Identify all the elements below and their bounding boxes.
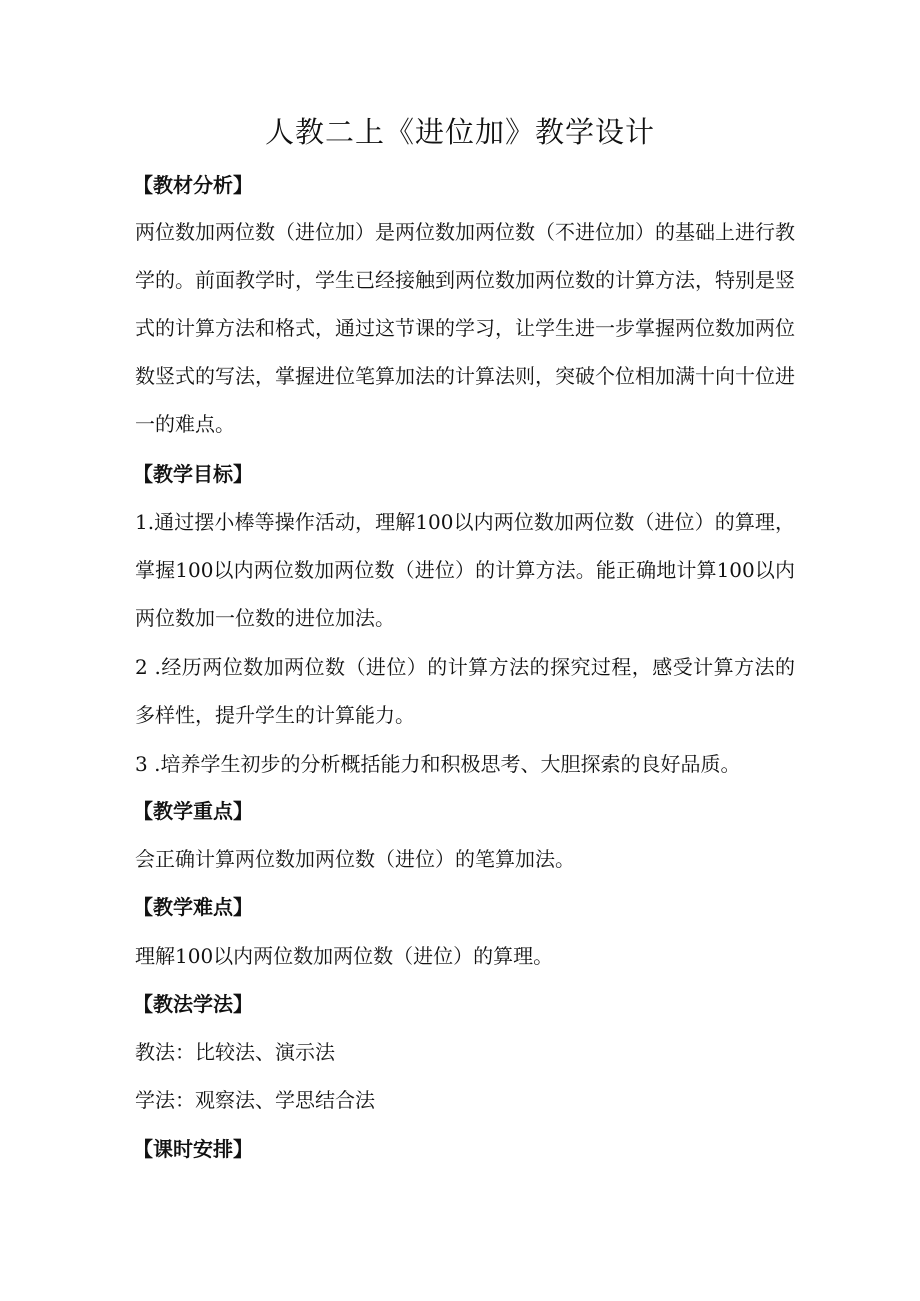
heading-key-points: 【教学重点】	[133, 799, 253, 823]
analysis-paragraph: 两位数加两位数（进位加）是两位数加两位数（不进位加）的基础上进行教学的。前面教学时，学生已经接触到两位数加两位数的计算方法，特别是竖式的计算方法和格式，通过这节课的学习，让学生进一步掌握两位数加两位数竖式的写法，掌握进位笔算加法的计算法则，突破个位相加满十向十位进一的难点。	[135, 220, 795, 436]
difficulties-text: 理解100以内两位数加两位数（进位）的算理。	[135, 944, 554, 968]
goal-item-1: 1.通过摆小棒等操作活动，理解100以内两位数加两位数（进位）的算理，掌握100以内两位数加两位数（进位）的计算方法。能正确地计算100以内两位数加一位数的进位加法。	[135, 510, 795, 630]
heading-schedule: 【课时安排】	[133, 1137, 253, 1161]
document-title: 人教二上《进位加》教学设计	[264, 115, 655, 149]
heading-goals: 【教学目标】	[133, 462, 253, 486]
learning-methods-text: 学法：观察法、学思结合法	[135, 1088, 375, 1112]
heading-difficulties: 【教学难点】	[133, 895, 253, 919]
heading-methods: 【教法学法】	[133, 992, 253, 1016]
goal-item-2: 2 .经历两位数加两位数（进位）的计算方法的探究过程，感受计算方法的多样性，提升学生的计算能力。	[135, 655, 795, 727]
goal-item-3: 3 .培养学生初步的分析概括能力和积极思考、大胆探索的良好品质。	[135, 752, 741, 776]
key-points-text: 会正确计算两位数加两位数（进位）的笔算加法。	[135, 847, 575, 871]
teaching-methods-text: 教法：比较法、演示法	[135, 1040, 335, 1064]
heading-analysis: 【教材分析】	[133, 173, 253, 197]
